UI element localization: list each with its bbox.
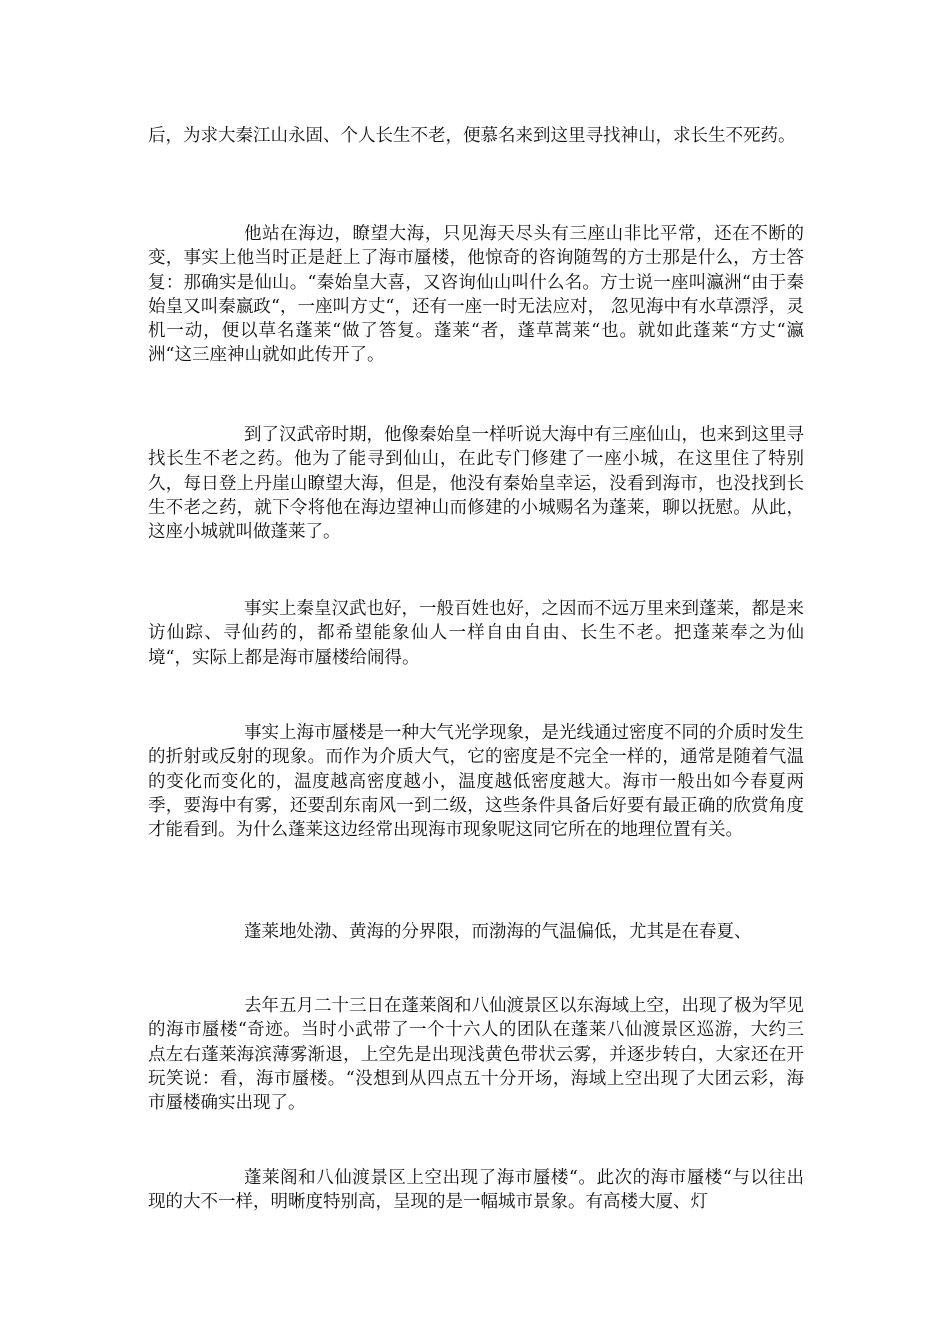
paragraph-6: 蓬莱地处渤、黄海的分界限，而渤海的气温偏低，尤其是在春夏、	[244, 922, 752, 942]
paragraph-7: 去年五月二十三日在蓬莱阁和八仙渡景区以东海域上空，出现了极为罕见的海市蜃楼“奇迹。当时小武带了一个十六人的团队在蓬莱八仙渡景区巡游，大约三点左右蓬莱海滨薄雾渐退，上空先是出现浅黄色带状云雾，并逐步转白，大家还在开玩笑说：看，海市蜃楼。“没想到从四点五十分开场，海域上空出现了大团云彩，海市蜃楼确实出现了。	[148, 996, 804, 1114]
paragraph-8: 蓬莱阁和八仙渡景区上空出现了海市蜃楼“。此次的海市蜃楼“与以往出现的大不一样，明晰度特别高，呈现的是一幅城市景象。有高楼大厦、灯	[148, 1168, 804, 1213]
paragraph-5: 事实上海市蜃楼是一种大气光学现象，是光线通过密度不同的介质时发生的折射或反射的现象。而作为介质大气，它的密度是不完全一样的，通常是随着气温的变化而变化的，温度越高密度越小，温度越低密度越大。海市一般出如今春夏两季，要海中有雾，还要刮东南风一到二级，这些条件具备后好要有最正确的欣赏角度才能看到。为什么蓬莱这边经常出现海市现象呢这同它所在的地理位置有关。	[148, 723, 804, 841]
paragraph-2: 他站在海边，瞭望大海，只见海天尽头有三座山非比平常，还在不断的变，事实上他当时正是赶上了海市蜃楼，他惊奇的咨询随驾的方士那是什么，方士答复：那确实是仙山。“秦始皇大喜，又咨询仙山叫什么名。方士说一座叫瀛洲“由于秦始皇又叫秦嬴政“，一座叫方丈“，还有一座一时无法应对， 忽见海中有水草漂浮，灵机一动，便以草名蓬莱“做了答复。蓬莱“者，蓬草蒿莱“也。就如此蓬莱“方丈“瀛洲“这三座神山就如此传开了。	[148, 224, 804, 366]
paragraph-1: 后，为求大秦江山永固、个人长生不老，便慕名来到这里寻找神山，求长生不死药。	[148, 126, 796, 146]
paragraph-4: 事实上秦皇汉武也好，一般百姓也好，之因而不远万里来到蓬莱，都是来访仙踪、寻仙药的，都希望能象仙人一样自由自由、长生不老。把蓬莱奉之为仙境“，实际上都是海市蜃楼给闹得。	[148, 599, 804, 668]
paragraph-3: 到了汉武帝时期，他像秦始皇一样听说大海中有三座仙山，也来到这里寻找长生不老之药。他为了能寻到仙山，在此专门修建了一座小城，在这里住了特别久，每日登上丹崖山瞭望大海，但是，他没有秦始皇幸运，没看到海市，也没找到长生不老之药，就下令将他在海边望神山而修建的小城赐名为蓬莱，聊以抚慰。从此，这座小城就叫做蓬莱了。	[148, 425, 804, 543]
